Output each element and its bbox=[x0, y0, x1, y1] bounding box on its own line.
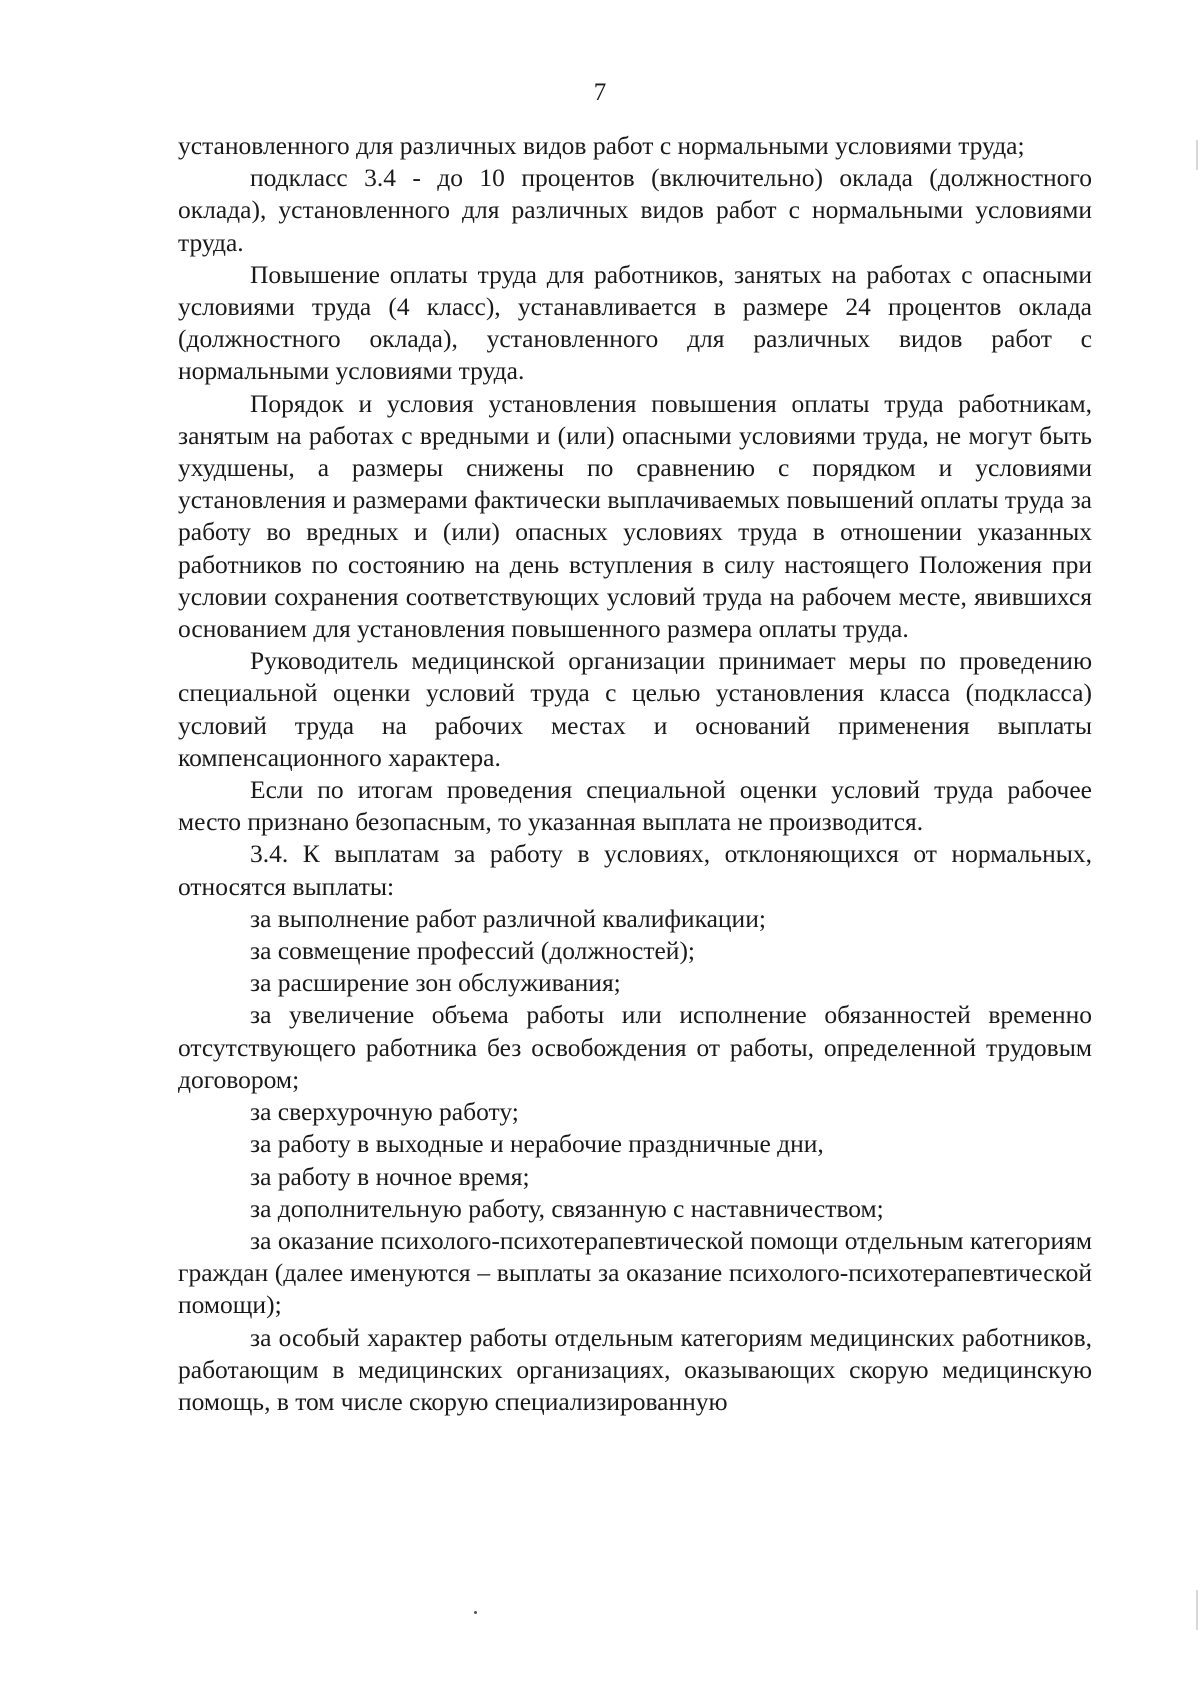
paragraph: подкласс 3.4 - до 10 процентов (включительно) оклада (должностного оклада), установленного для различных видов работ с нормальными условиями труда. bbox=[178, 163, 1092, 257]
paragraph: Порядок и условия установления повышения оплаты труда работникам, занятым на работах с вредными и (или) опасными условиями труда, не могут быть ухудшены, а размеры снижены по сравнению с порядком и условиями установления и размерами фактически выплачиваемых повышений оплаты труда за работу во вредных и (или) опасных условиях труда в отношении указанных работников по состоянию на день вступления в силу настоящего Положения при условии сохранения соответствующих условий труда на рабочем месте, явившихся основанием для установления повышенного размера оплаты труда. bbox=[178, 388, 1092, 644]
list-item: за сверхурочную работу; bbox=[250, 1097, 519, 1127]
paragraph: Повышение оплаты труда для работников, занятых на работах с опасными условиями труда (4 класс), устанавливается в размере 24 процентов оклада (должностного оклада), установленного для различных видов работ с нормальными условиями труда. bbox=[178, 259, 1092, 386]
list-item: за особый характер работы отдельным категориям медицинских работников, работающим в медицинских организациях, оказывающих скорую медицинскую помощь, в том числе скорую специализированную bbox=[178, 1322, 1092, 1416]
list-item: за работу в выходные и нерабочие праздничные дни, bbox=[250, 1129, 824, 1159]
list-item: за дополнительную работу, связанную с наставничеством; bbox=[250, 1193, 884, 1223]
scan-edge-mark bbox=[1196, 1590, 1198, 1630]
list-item: за выполнение работ различной квалификации; bbox=[250, 903, 766, 933]
list-item: за совмещение профессий (должностей); bbox=[250, 936, 696, 966]
scan-speck bbox=[474, 1611, 477, 1614]
list-item: за оказание психолого-психотерапевтической помощи отдельным категориям граждан (далее именуются – выплаты за оказание психолого-психотерапевтической помощи); bbox=[178, 1225, 1092, 1320]
paragraph: Если по итогам проведения специальной оценки условий труда рабочее место признано безопасным, то указанная выплата не производится. bbox=[178, 775, 1092, 837]
page-number: 7 bbox=[593, 79, 607, 106]
list-item: за работу в ночное время; bbox=[250, 1161, 530, 1191]
list-item: за расширение зон обслуживания; bbox=[250, 968, 621, 998]
list-item: за увеличение объема работы или исполнение обязанностей временно отсутствующего работника без освобождения от работы, определенной трудовым договором; bbox=[178, 1000, 1092, 1094]
scan-edge-mark bbox=[1196, 140, 1198, 170]
paragraph: установленного для различных видов работ с нормальными условиями труда; bbox=[178, 131, 1025, 160]
paragraph: Руководитель медицинской организации принимает меры по проведению специальной оценки условий труда с целью установления класса (подкласса) условий труда на рабочих местах и оснований применения выплаты компенсационного характера. bbox=[178, 646, 1092, 772]
section-paragraph: 3.4. К выплатам за работу в условиях, отклоняющихся от нормальных, относятся выплаты: bbox=[178, 839, 1092, 901]
document-body bbox=[178, 130, 1092, 1418]
